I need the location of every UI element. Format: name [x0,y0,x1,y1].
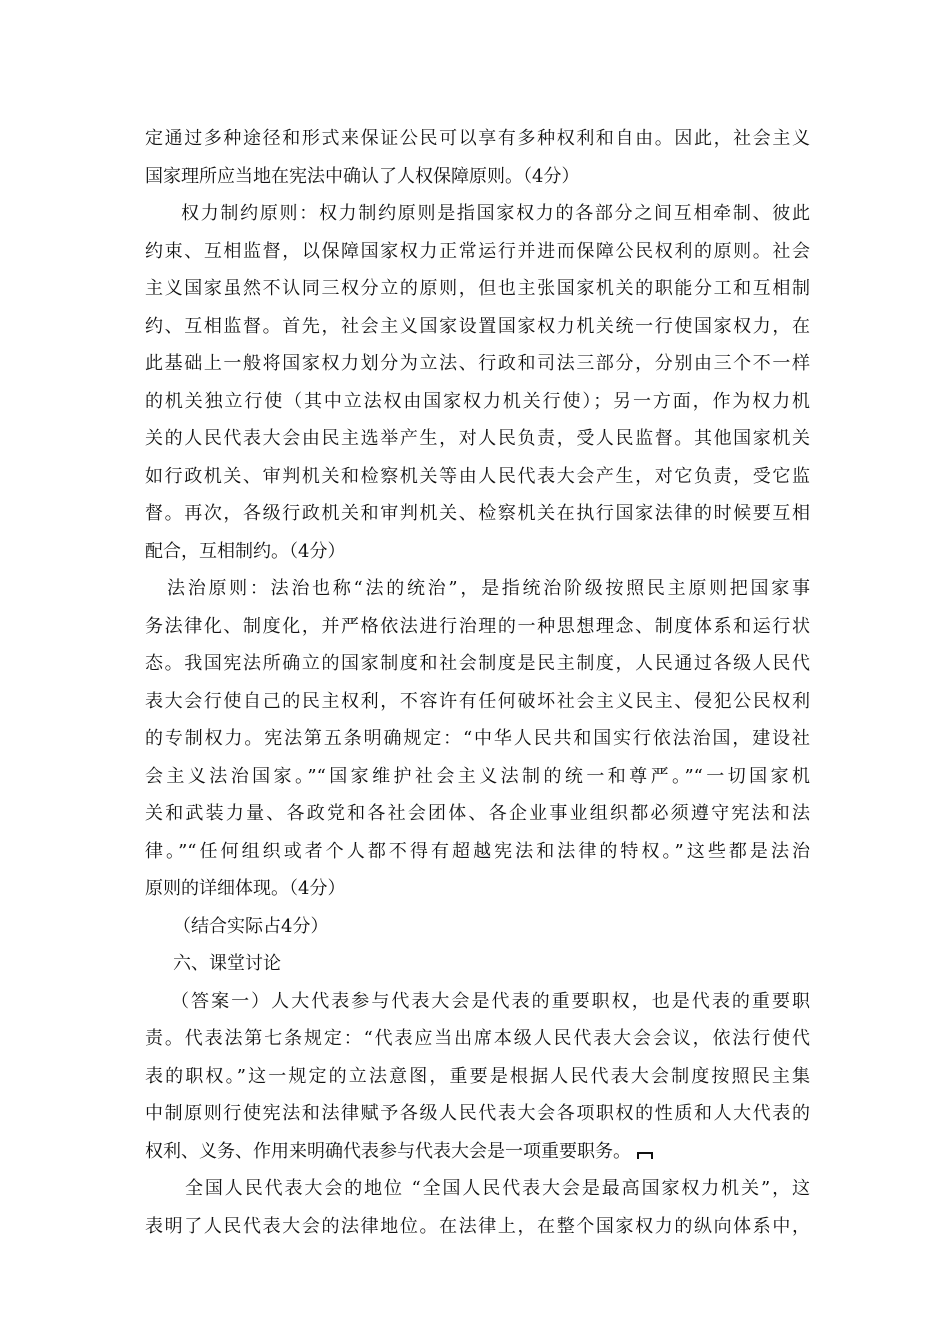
text-line: 责。代表法第七条规定：“代表应当出席本级人民代表大会会议，依法行使代 [145,1028,810,1049]
text-line: 关和武装力量、各政党和各社会团体、各企业事业组织都必须遵守宪法和法 [145,803,810,824]
text-line-with-mark [145,1133,810,1171]
document-body [145,120,810,1245]
text-line: 约束、互相监督，以保障国家权力正常运行并进而保障公民权利的原则。社会 [145,240,810,262]
text-line: 主义国家虽然不认同三权分立的原则，但也主张国家机关的职能分工和互相制 [145,278,810,299]
text-line: 权利、义务、作用来明确代表参与代表大会是一项重要职务。 [145,1140,631,1162]
text-line: 关的人民代表大会由民主选举产生，对人民负责，受人民监督。其他国家机关 [145,428,810,449]
text-line: 表的职权。”这一规定的立法意图，重要是根据人民代表大会制度按照民主集 [145,1065,810,1087]
paragraph-start-line: 全国人民代表大会的地位 “全国人民代表大会是最高国家权力机关”，这 [185,1178,810,1199]
text-line: 定通过多种途径和形式来保证公民可以享有多种权利和自由。因此，社会主义 [145,128,810,149]
section-heading: 六、课堂讨论 [173,953,281,974]
text-line: 配合，互相制约。（4分） [145,540,346,562]
text-line: 会主义法治国家。”“国家维护社会主义法制的统一和尊严。”“一切国家机 [145,765,810,787]
text-line: 的机关独立行使（其中立法权由国家权力机关行使）；另一方面，作为权力机 [145,390,810,412]
text-line: 约、互相监督。首先，社会主义国家设置国家权力机关统一行使国家权力，在 [145,315,810,337]
text-line: 表明了人民代表大会的法律地位。在法律上，在整个国家权力的纵向体系中， [145,1215,810,1237]
text-line: 表大会行使自己的民主权利，不容许有任何破坏社会主义民主、侵犯公民权利 [145,690,810,712]
text-line: 的专制权力。宪法第五条明确规定：“中华人民共和国实行依法治国，建设社 [145,728,810,749]
text-line: 如行政机关、审判机关和检察机关等由人民代表大会产生，对它负责，受它监 [145,465,810,487]
text-line: 此基础上一般将国家权力划分为立法、行政和司法三部分，分别由三个不一样 [145,353,810,374]
score-note-line: （结合实际占4分） [173,915,329,937]
paragraph-start-line: 法治原则：法治也称“法的统治”，是指统治阶级按照民主原则把国家事 [167,578,810,599]
text-line: 中制原则行使宪法和法律赋予各级人民代表大会各项职权的性质和人大代表的 [145,1103,810,1124]
text-line: 务法律化、制度化，并严格依法进行治理的一种思想理念、制度体系和运行状 [145,615,810,637]
paragraph-start-line: 权力制约原则：权力制约原则是指国家权力的各部分之间互相牵制、彼此 [181,203,810,224]
paragraph-start-line: （答案一）人大代表参与代表大会是代表的重要职权，也是代表的重要职 [171,990,810,1012]
text-line: 国家理所应当地在宪法中确认了人权保障原则。（4分） [145,165,580,187]
bracket-mark-icon [637,1152,653,1159]
text-line: 律。”“任何组织或者个人都不得有超越宪法和法律的特权。”这些都是法治 [145,840,810,862]
text-line: 原则的详细体现。（4分） [145,878,346,899]
text-line: 态。我国宪法所确立的国家制度和社会制度是民主制度，人民通过各级人民代 [145,653,810,674]
text-line: 督。再次，各级行政机关和审判机关、检察机关在执行国家法律的时候要互相 [145,503,810,524]
